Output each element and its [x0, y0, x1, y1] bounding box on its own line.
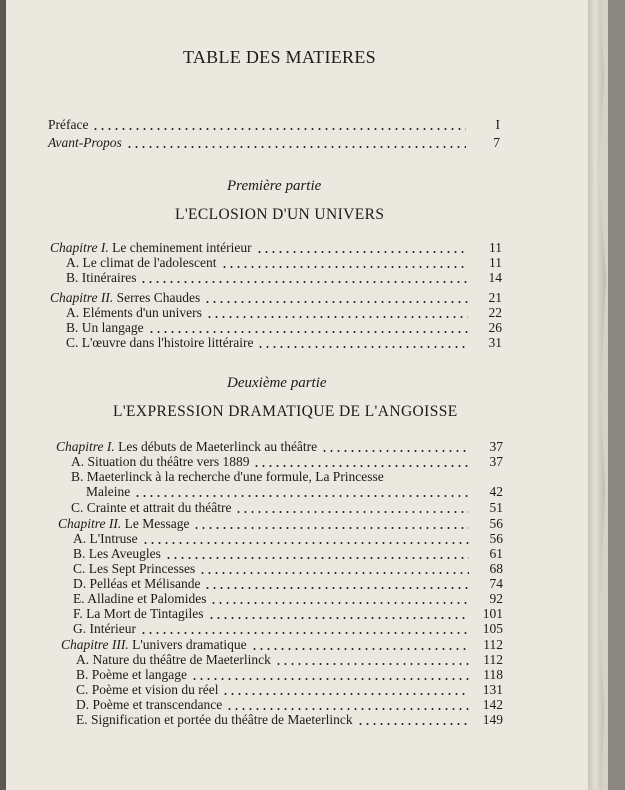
- chapter-prefix: Chapitre I.: [50, 240, 109, 255]
- entry-label: B. Les Aveugles: [73, 546, 161, 561]
- leader-dots: [275, 663, 469, 665]
- toc-entry-preface: [48, 118, 500, 133]
- entry-label: Préface: [48, 117, 89, 132]
- entry-label: C. Crainte et attrait du théâtre: [71, 500, 232, 515]
- toc-entry: [76, 653, 503, 668]
- leader-dots: [256, 251, 468, 253]
- entry-label: A. Nature du théâtre de Maeterlinck: [76, 652, 271, 667]
- toc-entry: [73, 547, 503, 562]
- leader-dots: [210, 602, 469, 604]
- leader-dots: [235, 511, 469, 513]
- chapter-title: Serres Chaudes: [116, 290, 201, 305]
- entry-label: B. Un langage: [66, 320, 144, 335]
- chapter-prefix: Chapitre II.: [58, 516, 122, 531]
- leader-dots: [126, 146, 466, 148]
- toc-chapter: [61, 638, 503, 653]
- leader-dots: [253, 465, 469, 467]
- part-label: Deuxième partie: [227, 375, 327, 391]
- toc-entry: [71, 455, 503, 470]
- leader-dots: [208, 617, 469, 619]
- toc-entry: [71, 470, 503, 485]
- entry-label: [61, 637, 251, 653]
- entry-page: 131: [482, 682, 503, 697]
- toc-entry: [73, 532, 503, 547]
- leader-dots: [92, 128, 466, 130]
- entry-page: 7: [493, 135, 500, 150]
- leader-dots: [199, 572, 469, 574]
- entry-label: G. Intérieur: [73, 621, 136, 636]
- toc-entry: [76, 713, 503, 728]
- leader-dots: [257, 346, 468, 348]
- entry-label: [50, 240, 256, 256]
- toc-entry: [73, 622, 503, 637]
- leader-dots: [193, 527, 469, 529]
- entry-page: 37: [489, 439, 503, 454]
- entry-label: A. Eléments d'un univers: [66, 305, 202, 320]
- entry-label: A. Le climat de l'adolescent: [66, 255, 217, 270]
- leader-dots: [221, 266, 469, 268]
- entry-page: 142: [482, 697, 503, 712]
- entry-page: 22: [488, 305, 502, 320]
- leader-dots: [357, 723, 469, 725]
- toc-entry: [66, 321, 502, 336]
- toc-entry: [76, 683, 503, 698]
- toc-chapter: [56, 440, 503, 455]
- entry-page: 51: [489, 500, 503, 515]
- entry-label: C. Poème et vision du réel: [76, 682, 219, 697]
- entry-label: B. Poème et langage: [76, 667, 187, 682]
- entry-label: A. Situation du théâtre vers 1889: [71, 454, 250, 469]
- entry-label: C. L'œuvre dans l'histoire littéraire: [66, 335, 254, 350]
- entry-page: 11: [489, 255, 502, 270]
- entry-label: [50, 290, 204, 306]
- chapter-title: Le Message: [124, 516, 190, 531]
- entry-page: 26: [488, 320, 502, 335]
- chapter-prefix: Chapitre III.: [61, 637, 129, 652]
- toc-entry: [73, 592, 503, 607]
- entry-page: 56: [489, 516, 503, 531]
- leader-dots: [321, 450, 469, 452]
- chapter-title: Le cheminement intérieur: [112, 240, 252, 255]
- entry-page: 112: [483, 637, 503, 652]
- leader-dots: [165, 557, 469, 559]
- entry-label: C. Les Sept Princesses: [73, 561, 196, 576]
- entry-page: 61: [489, 546, 503, 561]
- entry-page: 118: [483, 667, 503, 682]
- toc-entry: [73, 607, 503, 622]
- entry-page: 105: [482, 621, 503, 636]
- toc-entry: [66, 271, 502, 286]
- leader-dots: [142, 542, 469, 544]
- chapter-prefix: Chapitre I.: [56, 439, 115, 454]
- entry-label: D. Pelléas et Mélisande: [73, 576, 201, 591]
- leader-dots: [148, 331, 468, 333]
- leader-dots: [140, 281, 468, 283]
- leader-dots: [206, 316, 468, 318]
- toc-title: TABLE DES MATIERES: [183, 47, 376, 67]
- toc-entry: [66, 256, 502, 271]
- entry-label: E. Signification et portée du théâtre de Maeterlinck: [76, 712, 353, 727]
- entry-page: 149: [482, 712, 503, 727]
- entry-page: 42: [489, 484, 503, 499]
- toc-entry: [76, 698, 503, 713]
- entry-page: 92: [489, 591, 503, 606]
- toc-entry: [86, 485, 503, 500]
- entry-page: I: [495, 117, 500, 132]
- entry-page: 21: [488, 290, 502, 305]
- part-label: Première partie: [227, 178, 322, 194]
- entry-page: 14: [488, 270, 502, 285]
- chapter-title: L'univers dramatique: [132, 637, 247, 652]
- toc-entry: [71, 501, 503, 516]
- entry-label: D. Poème et transcendance: [76, 697, 223, 712]
- entry-label: Avant-Propos: [48, 135, 122, 150]
- entry-page: 101: [482, 606, 503, 621]
- leader-dots: [251, 648, 469, 650]
- entry-page: 31: [488, 335, 502, 350]
- entry-page: 74: [489, 576, 503, 591]
- entry-label: Maleine: [86, 484, 131, 499]
- leader-dots: [226, 708, 469, 710]
- entry-label: A. L'Intruse: [73, 531, 138, 546]
- toc-chapter: [50, 241, 502, 256]
- leader-dots: [222, 693, 469, 695]
- leader-dots: [134, 495, 469, 497]
- entry-page: 112: [483, 652, 503, 667]
- entry-page: 68: [489, 561, 503, 576]
- toc-chapter: [50, 291, 502, 306]
- leader-dots: [191, 678, 469, 680]
- entry-label: B. Maeterlinck à la recherche d'une formule, La Princesse: [71, 469, 384, 484]
- part-heading: L'ECLOSION D'UN UNIVERS: [175, 206, 385, 223]
- entry-label: E. Alladine et Palomides: [73, 591, 207, 606]
- entry-label: F. La Mort de Tintagiles: [73, 606, 204, 621]
- part-heading: L'EXPRESSION DRAMATIQUE DE L'ANGOISSE: [113, 403, 458, 420]
- toc-entry: [73, 577, 503, 592]
- leader-dots: [140, 632, 469, 634]
- toc-entry: [73, 562, 503, 577]
- toc-entry: [66, 336, 502, 351]
- toc-entry: [76, 668, 503, 683]
- chapter-title: Les débuts de Maeterlinck au théâtre: [118, 439, 318, 454]
- entry-page: 11: [489, 240, 502, 255]
- entry-label: [56, 439, 321, 455]
- leader-dots: [204, 301, 468, 303]
- entry-label: B. Itinéraires: [66, 270, 137, 285]
- leader-dots: [204, 587, 469, 589]
- toc-chapter: [58, 517, 503, 532]
- toc-entry: [66, 306, 502, 321]
- entry-label: [58, 516, 193, 532]
- chapter-prefix: Chapitre II.: [50, 290, 114, 305]
- entry-page: 56: [489, 531, 503, 546]
- toc-entry-avant-propos: [48, 136, 500, 151]
- entry-page: 37: [489, 454, 503, 469]
